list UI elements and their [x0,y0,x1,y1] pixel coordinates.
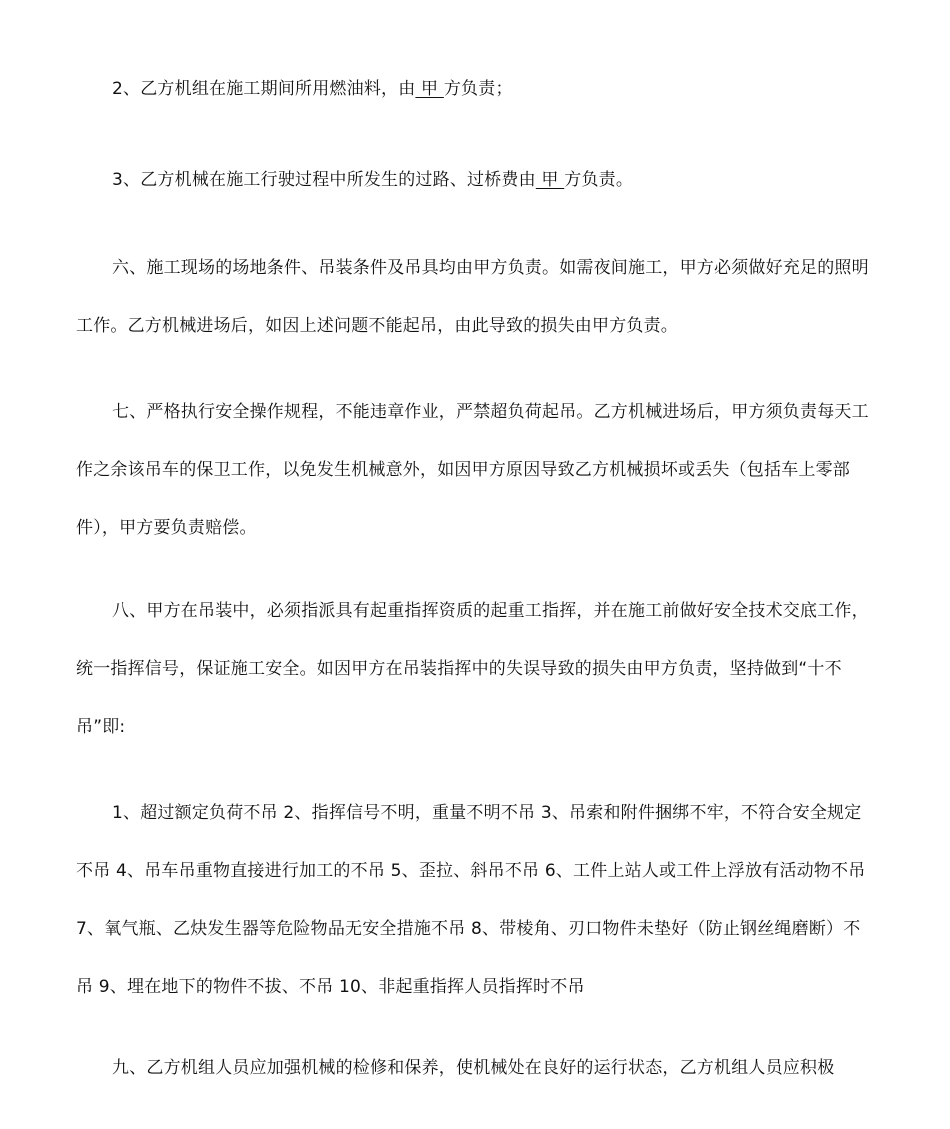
ten-no-lift-rules: 1、超过额定负荷不吊 2、指挥信号不明，重量不明不吊 3、吊索和附件捆绑不牢，不符合安全规定不吊 4、吊车吊重物直接进行加工的不吊 5、歪拉、斜吊不吊 6、工件上站人或工件上浮放有活动物不吊 7、氧气瓶、乙炔发生器等危险物品无安全措施不吊 8、带棱角、刃口物件未垫好（防止钢丝绳磨断）不吊 9、埋在地下的物件不拔、不吊 10、非起重指挥人员指挥时不吊 [76,803,866,997]
clause-9-maintenance: 九、乙方机组人员应加强机械的检修和保养，使机械处在良好的运行状态，乙方机组人员应积极 [112,1058,835,1078]
item-2-fuel-responsibility [76,60,876,118]
item-2-suffix: 方负责； [443,79,513,99]
clause-6-site-conditions: 六、施工现场的场地条件、吊装条件及吊具均由甲方负责。如需夜间施工，甲方必须做好充足的照明工作。乙方机械进场后，如因上述问题不能起吊，由此导致的损失由甲方负责。 [76,258,869,336]
item-3-toll-responsibility [76,151,876,209]
item-2-party-underlined: 甲 [415,79,444,99]
item-3-suffix: 方负责。 [564,170,634,190]
item-2-prefix: 2、乙方机组在施工期间所用燃油料，由 [112,79,416,99]
clause-7-safety-operation: 七、严格执行安全操作规程，不能违章作业，严禁超负荷起吊。乙方机械进场后，甲方须负责每天工作之余该吊车的保卫工作，以免发生机械意外，如因甲方原因导致乙方机械损坏或丢失（包括车上零部件），甲方要负责赔偿。 [76,402,869,538]
item-3-party-underlined: 甲 [535,170,565,190]
clause-8-lifting-command: 八、甲方在吊装中，必须指派具有起重指挥资质的起重工指挥，并在施工前做好安全技术交底工作，统一指挥信号，保证施工安全。如因甲方在吊装指挥中的失误导致的损失由甲方负责，坚持做到“十不吊”即: [76,601,869,737]
item-3-prefix: 3、乙方机械在施工行驶过程中所发生的过路、过桥费由 [112,170,536,190]
